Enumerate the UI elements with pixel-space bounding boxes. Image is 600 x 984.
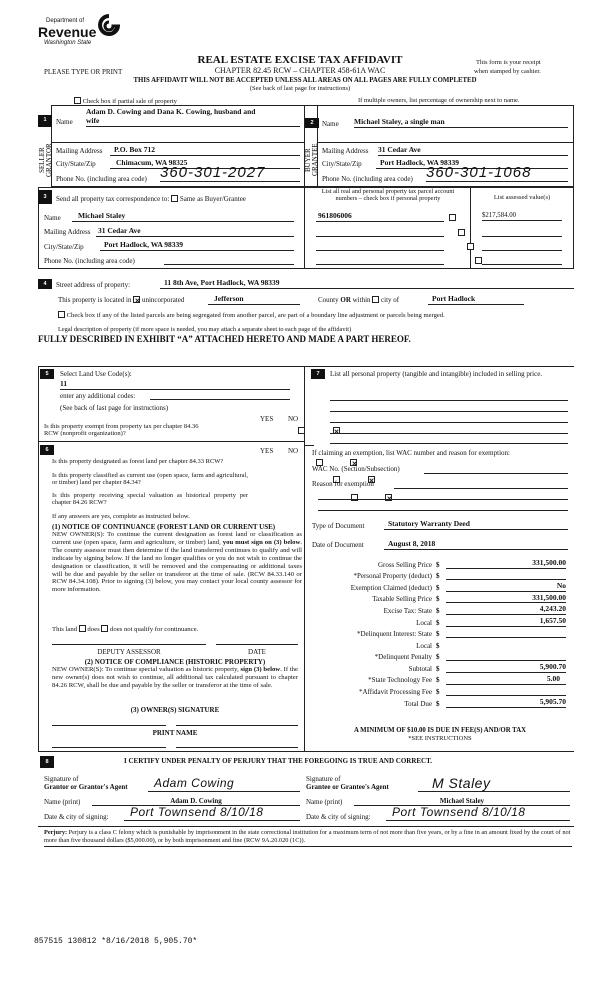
corr-mailing-value: 31 Cedar Ave (96, 227, 294, 237)
tax-row: Total Due $ 5,905.70 (404, 697, 566, 708)
seller-side-label: SELLER GRANTOR (38, 143, 53, 177)
yes-header-5: YES (260, 415, 274, 423)
if-yes-note: If any answers are yes, complete as instructed below. (52, 513, 190, 520)
notice2-title: (2) NOTICE OF COMPLIANCE (HISTORIC PROPERTY) (84, 658, 266, 666)
buyer-city-label: City/State/Zip (322, 160, 362, 168)
assessed-row-3[interactable] (482, 242, 562, 251)
notice2-body: NEW OWNER(S): To continue special valuation as historic property, sign (3) below. If the new owner(s) does not wish to continue, all additional tax calculated pursuant to chapter 84.26 RCW, shall be due and payable by the seller or transferor at the time of sale. (52, 666, 298, 689)
corr-city-value: Port Hadlock, WA 98339 (100, 241, 294, 251)
buyer-mailing-value: 31 Cedar Ave (378, 146, 568, 156)
buyer-city-value: Port Hadlock, WA 98339 (376, 159, 568, 169)
parcel-3-personal-checkbox[interactable] (467, 243, 474, 250)
buyer-name-label: Name (322, 120, 339, 128)
segregated-row: Check box if any of the listed parcels are being segregated from another parcel, are part of a boundary line adjustment or parcels being merged. (58, 311, 445, 320)
no-header-5: NO (288, 415, 299, 423)
certify-statement: I CERTIFY UNDER PENALTY OF PERJURY THAT THE FOREGOING IS TRUE AND CORRECT. (124, 757, 433, 765)
buyer-phone-value: 360-301-1068 (426, 164, 568, 182)
legal-description: FULLY DESCRIBED IN EXHIBIT “A” ATTACHED HERETO AND MADE A PART HEREOF. (38, 334, 411, 344)
seller-mailing-label: Mailing Address (56, 147, 103, 155)
delinquent-penalty (446, 652, 566, 661)
county-value: Jefferson (208, 295, 300, 305)
corr-phone-label: Phone No. (including area code) (44, 257, 135, 265)
please-type: PLEASE TYPE OR PRINT (44, 68, 123, 76)
minimum-note: A MINIMUM OF $10.00 IS DUE IN FEE(S) AND/OR TAX (353, 727, 527, 734)
tax-row: *Delinquent Penalty $ (310, 650, 570, 662)
notice1-body: NEW OWNER(S): To continue the current designation as forest land or classification as current use (open space, farm and agriculture, or timber) land, you must sign on (3) below. The county assessor must then determine if the land transferred continues to qualify and will indicate by signing below. If the land no longer qualifies or you do not wish to continue the designation or classification, it will be removed and the compensating or additional taxes will be due and payable by the seller or transferor at the time of sale. (RCW 84.33.140 or RCW 84.34.108). Prior to signing (3) below, you may contact your local county assessor for more information. (52, 531, 302, 594)
grantee-date-value: Port Townsend 8/10/18 (386, 806, 570, 821)
multiple-owners-note: If multiple owners, list percentage of ownership next to name. (358, 97, 520, 104)
doc-date-value: August 8, 2018 (384, 540, 568, 550)
wac-field[interactable] (424, 465, 568, 474)
land-use-code: 11 (60, 380, 290, 390)
logo-line-3: Washington State (44, 40, 92, 46)
tax-row: Local $ 1,657.50 (416, 615, 566, 627)
instructions-note: (See back of last page for instructions) (249, 85, 351, 92)
forest-question: Is this property designated as forest land per chapter 84.33 RCW? (52, 458, 224, 465)
street-value: 11 8th Ave, Port Hadlock, WA 98339 (160, 279, 574, 289)
seller-mailing-value: P.O. Box 712 (110, 146, 300, 156)
personal-property-label: List all personal property (tangible and intangible) included in selling price. (330, 370, 543, 378)
does-not-qualify-checkbox[interactable] (101, 625, 108, 632)
parcel-row-4[interactable] (316, 256, 444, 265)
doc-type-label: Type of Document (312, 522, 365, 530)
seller-city-label: City/State/Zip (56, 160, 96, 168)
section-8-number: 8 (40, 756, 54, 768)
assessed-header: List assessed value(s) (493, 194, 551, 201)
correspondence-label: Send all property tax correspondence to: Same as Buyer/Grantee (56, 195, 246, 203)
deputy-assessor-label: DEPUTY ASSESSOR (97, 648, 161, 656)
cashier-stamp: 857515 130812 *8/16/2018 5,905.70* (34, 937, 198, 946)
same-as-buyer-checkbox[interactable] (171, 195, 178, 202)
grantee-signature[interactable]: M Staley (418, 775, 570, 792)
print-name-label: PRINT NAME (152, 729, 198, 737)
assessed-row-2[interactable] (482, 228, 562, 237)
grantor-sig-label: Signature of Grantor or Grantor's Agent (44, 775, 128, 792)
no-header-6: NO (288, 447, 299, 455)
exemption-claimed: No (446, 582, 566, 592)
total-due: 5,905.70 (446, 698, 566, 708)
tax-row: *State Technology Fee $ 5.00 (310, 673, 570, 685)
corr-city-label: City/State/Zip (44, 243, 84, 251)
doc-type-value: Statutory Warranty Deed (384, 520, 568, 530)
seller-name-line1: Adam D. Cowing and Dana K. Cowing, husband and (86, 107, 256, 116)
land-use-label: Select Land Use Code(s): (60, 370, 132, 378)
grantor-date-label: Date & city of signing: (44, 813, 109, 821)
city-checkbox[interactable] (372, 296, 379, 303)
logo-line-1: Department of (46, 18, 85, 24)
see-instructions: *SEE INSTRUCTIONS (408, 735, 472, 742)
seller-phone-value: 360-301-2027 (160, 164, 300, 182)
city-value: Port Hadlock (428, 295, 524, 305)
exempt-yes-checkbox[interactable] (298, 427, 305, 434)
corr-phone-value[interactable] (164, 256, 294, 265)
parcel-2-personal-checkbox[interactable] (458, 229, 465, 236)
wac-label: WAC No. (Section/Subsection) (312, 465, 400, 473)
section-7-number: 7 (311, 369, 325, 379)
reason-label: Reason for exemption (312, 480, 374, 488)
excise-tax-local: 1,657.50 (446, 617, 566, 627)
grantee-date-label: Date & city of signing: (306, 813, 371, 821)
tax-row: Gross Selling Price $ 331,500.00 (377, 557, 566, 569)
grantee-name-label: Name (print) (306, 798, 343, 806)
grantor-date-value: Port Townsend 8/10/18 (124, 806, 300, 821)
notice1-title: (1) NOTICE OF CONTINUANCE (FOREST LAND OR CURRENT USE) (52, 523, 276, 531)
tax-row: Excise Tax: State $ 4,243.20 (383, 604, 566, 615)
exemption-label: If claiming an exemption, list WAC number and reason for exemption: (312, 449, 510, 457)
parcels-header: List all real and personal property tax parcel account numbers – check box if personal property (321, 188, 455, 203)
parcel-row-3[interactable] (316, 242, 444, 251)
parcel-row-1: 961806006 (316, 212, 444, 222)
legal-label: Legal description of property (if more space is needed, you may attach a separate sheet to each page of the affidavit) (58, 326, 352, 333)
section-4-number: 4 (38, 279, 52, 289)
section-6-number: 6 (40, 445, 54, 455)
dor-logo (38, 14, 128, 52)
tax-row: Local $ (310, 638, 570, 650)
receipt-note-1: This form is your receipt (476, 59, 541, 66)
partial-sale-label: Check box if partial sale of property (82, 98, 177, 105)
section-1-number: 1 (38, 115, 52, 127)
affidavit-processing-fee (446, 687, 566, 696)
section-5-number: 5 (40, 369, 54, 379)
grantor-signature[interactable]: Adam Cowing (148, 777, 300, 792)
seller-city-value: Chimacum, WA 98325 (110, 159, 300, 169)
state-technology-fee: 5.00 (446, 675, 566, 685)
this-land-row: This land does does not qualify for continuance. (52, 626, 199, 633)
date-label: DATE (248, 648, 266, 656)
yes-header-6: YES (260, 447, 274, 455)
seller-phone-label: Phone No. (including area code) (56, 175, 147, 183)
doc-date-label: Date of Document (312, 541, 364, 549)
logo-line-2: Revenue (38, 24, 97, 40)
reason-field[interactable] (394, 480, 568, 489)
current-use-question: Is this property classified as current use (open space, farm and agricultural, or timber) land per chapter 84.34? (52, 472, 248, 487)
seller-name-line2: wife (86, 117, 300, 127)
assessed-row-1: $217,584.00 (482, 212, 562, 221)
unincorporated-checkbox[interactable] (133, 296, 140, 303)
partial-sale-checkbox[interactable] (74, 97, 81, 104)
tax-row: *Delinquent Interest: State $ (310, 627, 570, 639)
buyer-mailing-label: Mailing Address (322, 147, 369, 155)
corr-mailing-label: Mailing Address (44, 228, 91, 236)
section-3-number: 3 (38, 190, 52, 204)
owner-signature-label: (3) OWNER(S) SIGNATURE (130, 706, 220, 714)
buyer-phone-label: Phone No. (including area code) (322, 175, 413, 183)
tax-row: *Personal Property (deduct) $ (310, 569, 570, 581)
perjury-notice: Perjury: Perjury is a class C felony which is punishable by imprisonment in the state correctional institution for a maximum term of not more than five years, or by a fine in an amount fixed by the court of not more than five thousand dollars ($5,000.00), or by both imprisonment and fine (RCW 9A.20.020 (1C)). (44, 829, 572, 847)
tax-row: Subtotal $ 5,900.70 (408, 662, 566, 673)
street-label: Street address of property: (56, 281, 131, 289)
tax-row: Exemption Claimed (deduct) $ No (350, 581, 566, 592)
form-subtitle: CHAPTER 82.45 RCW – CHAPTER 458-61A WAC (214, 66, 386, 75)
exempt-question: Is this property exempt from property tax per chapter 84.36 RCW (nonprofit organization)? (44, 423, 199, 438)
form-title: REAL ESTATE EXCISE TAX AFFIDAVIT (197, 54, 403, 66)
grantor-name-label: Name (print) (44, 798, 81, 806)
parcel-1-personal-checkbox[interactable] (449, 214, 456, 221)
corr-name-value: Michael Staley (72, 212, 294, 222)
additional-codes-field[interactable] (150, 392, 290, 400)
section-2-number: 2 (305, 118, 319, 128)
excise-tax-state: 4,243.20 (446, 605, 566, 615)
tax-table (310, 557, 570, 708)
receipt-note-2: when stamped by cashier. (474, 68, 541, 75)
gross-selling-price: 331,500.00 (446, 559, 566, 569)
delinquent-interest-local (446, 641, 566, 650)
grantee-name-value: Michael Staley (354, 797, 570, 806)
taxable-selling-price: 331,500.00 (446, 594, 566, 604)
delinquent-interest-state (446, 629, 566, 638)
dor-logo-icon (98, 14, 120, 38)
seller-name-label: Name (56, 118, 73, 126)
historical-question: Is this property receiving special valuation as historical property per chapter 84.26 RCW? (52, 492, 248, 507)
personal-property-deduct (446, 571, 566, 580)
buyer-name-value: Michael Staley, a single man (354, 118, 568, 128)
see-back-note: (See back of last page for instructions) (60, 404, 169, 412)
grantor-name-value: Adam D. Cowing (92, 797, 300, 806)
tax-row: *Affidavit Processing Fee $ (310, 685, 570, 697)
buyer-side-label: BUYER GRANTEE (304, 143, 319, 177)
segregated-checkbox[interactable] (58, 311, 65, 318)
parcel-row-2[interactable] (316, 228, 444, 237)
grantee-sig-label: Signature of Grantee or Grantee's Agent (306, 775, 389, 792)
county-or-within: County OR within city of (318, 296, 400, 304)
does-qualify-checkbox[interactable] (79, 625, 86, 632)
tax-row: Taxable Selling Price $ 331,500.00 (372, 592, 566, 604)
subtotal: 5,900.70 (446, 663, 566, 673)
assessed-row-4[interactable] (482, 256, 562, 265)
located-row: This property is located in unincorporated (58, 296, 185, 304)
warning-text: THIS AFFIDAVIT WILL NOT BE ACCEPTED UNLESS ALL AREAS ON ALL PAGES ARE FULLY COMPLETED (133, 77, 477, 84)
corr-name-label: Name (44, 214, 61, 222)
additional-codes-label: enter any additional codes: (60, 392, 136, 400)
